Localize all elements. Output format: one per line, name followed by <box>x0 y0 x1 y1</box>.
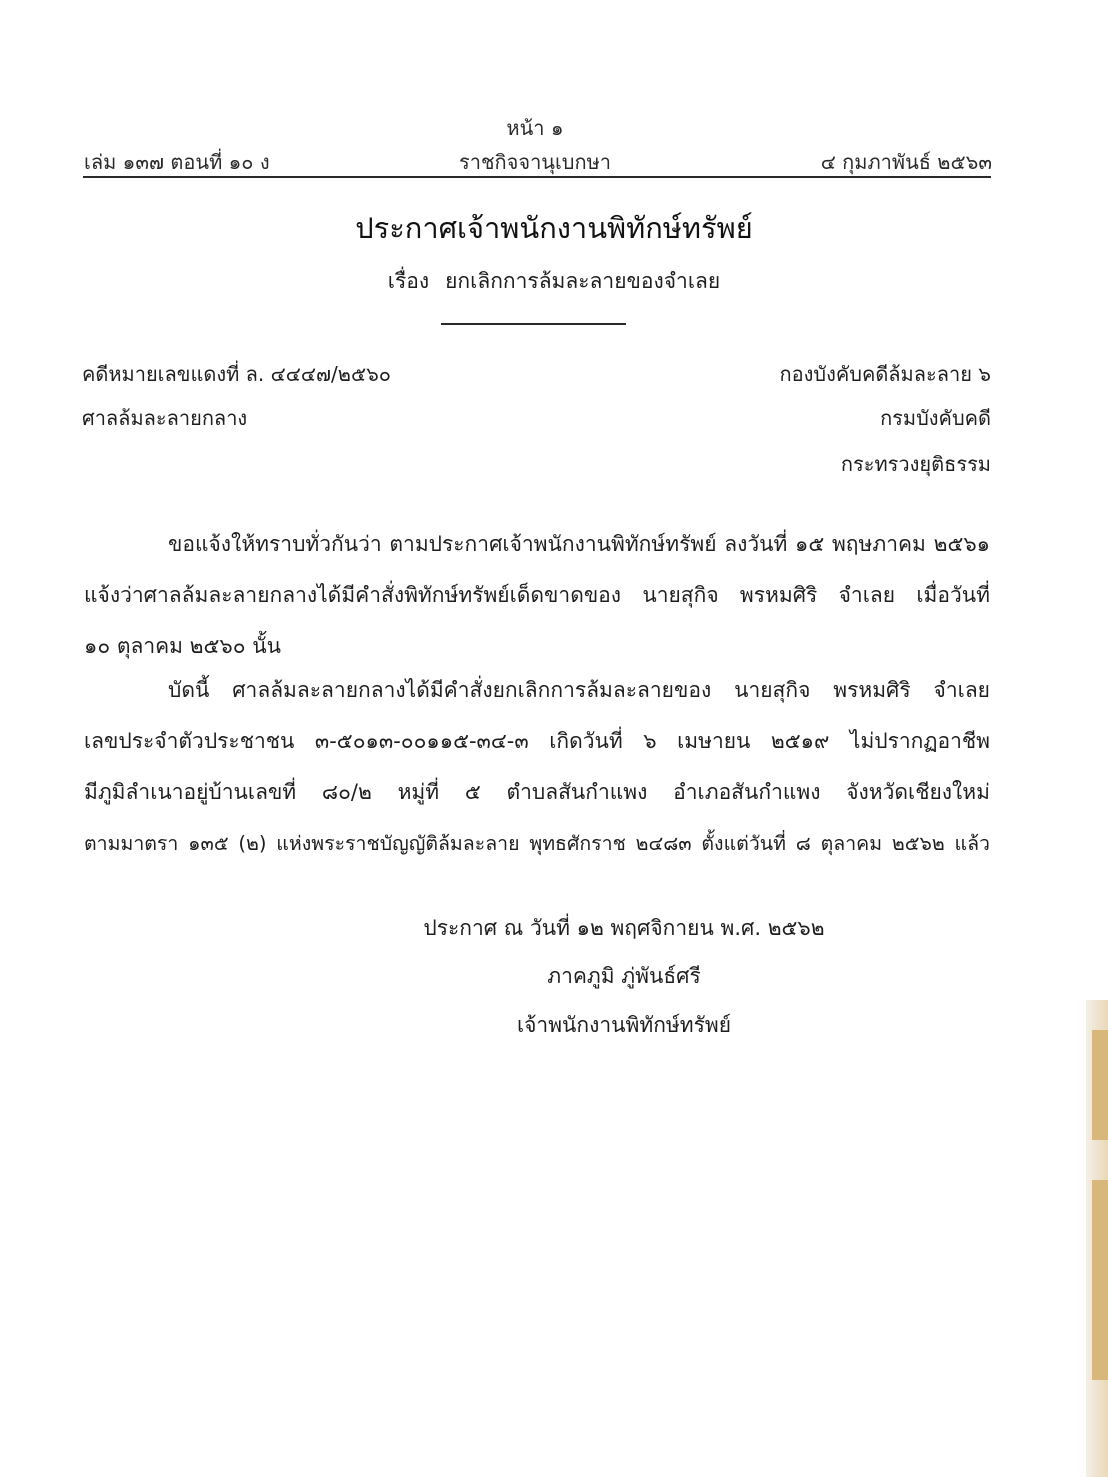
signatory-position: เจ้าพนักงานพิทักษ์ทรัพย์ <box>516 1013 732 1037</box>
paragraph-line: ตามมาตรา ๑๓๕ (๒) แห่งพระราชบัญญัติล้มละลาย พุทธศักราช ๒๔๘๓ ตั้งแต่วันที่ ๘ ตุลาคม ๒๕๖๒ แล้ว <box>84 832 990 855</box>
header-rule <box>83 176 991 178</box>
page-number: หน้า ๑ <box>506 116 564 140</box>
photo-background-edge <box>1086 1000 1108 1477</box>
office-department: กรมบังคับคดี <box>880 406 991 430</box>
paragraph-line: มีภูมิลำเนาอยู่บ้านเลขที่ ๘๐/๒ หมู่ที่ ๕ ตำบลสันกำแพง อำเภอสันกำแพง จังหวัดเชียงใหม่ <box>84 780 990 804</box>
gazette-date: ๔ กุมภาพันธ์ ๒๕๖๓ <box>820 150 992 174</box>
announcement-paragraph-2 <box>84 665 990 869</box>
title-divider <box>441 323 626 325</box>
tape-strip <box>1092 1030 1108 1140</box>
paragraph-line: ขอแจ้งให้ทราบทั่วกันว่า ตามประกาศเจ้าพนักงานพิทักษ์ทรัพย์ ลงวันที่ ๑๕ พฤษภาคม ๒๕๖๑ <box>168 532 990 556</box>
announcement-date: ประกาศ ณ วันที่ ๑๒ พฤศจิกายน พ.ศ. ๒๕๖๒ <box>423 916 825 940</box>
office-ministry: กระทรวงยุติธรรม <box>840 452 991 476</box>
paragraph-line: บัดนี้ ศาลล้มละลายกลางได้มีคำสั่งยกเลิกการล้มละลายของ นายสุกิจ พรหมศิริ จำเลย <box>168 678 990 702</box>
gazette-volume: เล่ม ๑๓๗ ตอนที่ ๑๐ ง <box>84 150 270 174</box>
paragraph-line: แจ้งว่าศาลล้มละลายกลางได้มีคำสั่งพิทักษ์ทรัพย์เด็ดขาดของ นายสุกิจ พรหมศิริ จำเลย เมื่อวันที่ <box>84 583 990 607</box>
gazette-name: ราชกิจจานุเบกษา <box>458 150 612 174</box>
subject-text: ยกเลิกการล้มละลายของจำเลย <box>445 269 721 293</box>
announcement-paragraph-1 <box>84 519 990 672</box>
court-name: ศาลล้มละลายกลาง <box>82 406 248 430</box>
subject-label: เรื่อง <box>387 269 430 293</box>
subject-line <box>0 265 1108 298</box>
paragraph-line: ๑๐ ตุลาคม ๒๕๖๐ นั้น <box>84 634 281 658</box>
case-number: คดีหมายเลขแดงที่ ล. ๔๔๔๗/๒๕๖๐ <box>82 362 392 386</box>
paragraph-line: เลขประจำตัวประชาชน ๓-๕๐๑๓-๐๐๑๑๕-๓๔-๓ เกิดวันที่ ๖ เมษายน ๒๕๑๙ ไม่ปรากฏอาชีพ <box>84 729 990 753</box>
office-division: กองบังคับคดีล้มละลาย ๖ <box>779 362 991 386</box>
signatory-name: ภาคภูมิ ภู่พันธ์ศรี <box>547 964 701 988</box>
page-title: ประกาศเจ้าพนักงานพิทักษ์ทรัพย์ <box>355 211 753 245</box>
tape-strip <box>1092 1180 1108 1380</box>
